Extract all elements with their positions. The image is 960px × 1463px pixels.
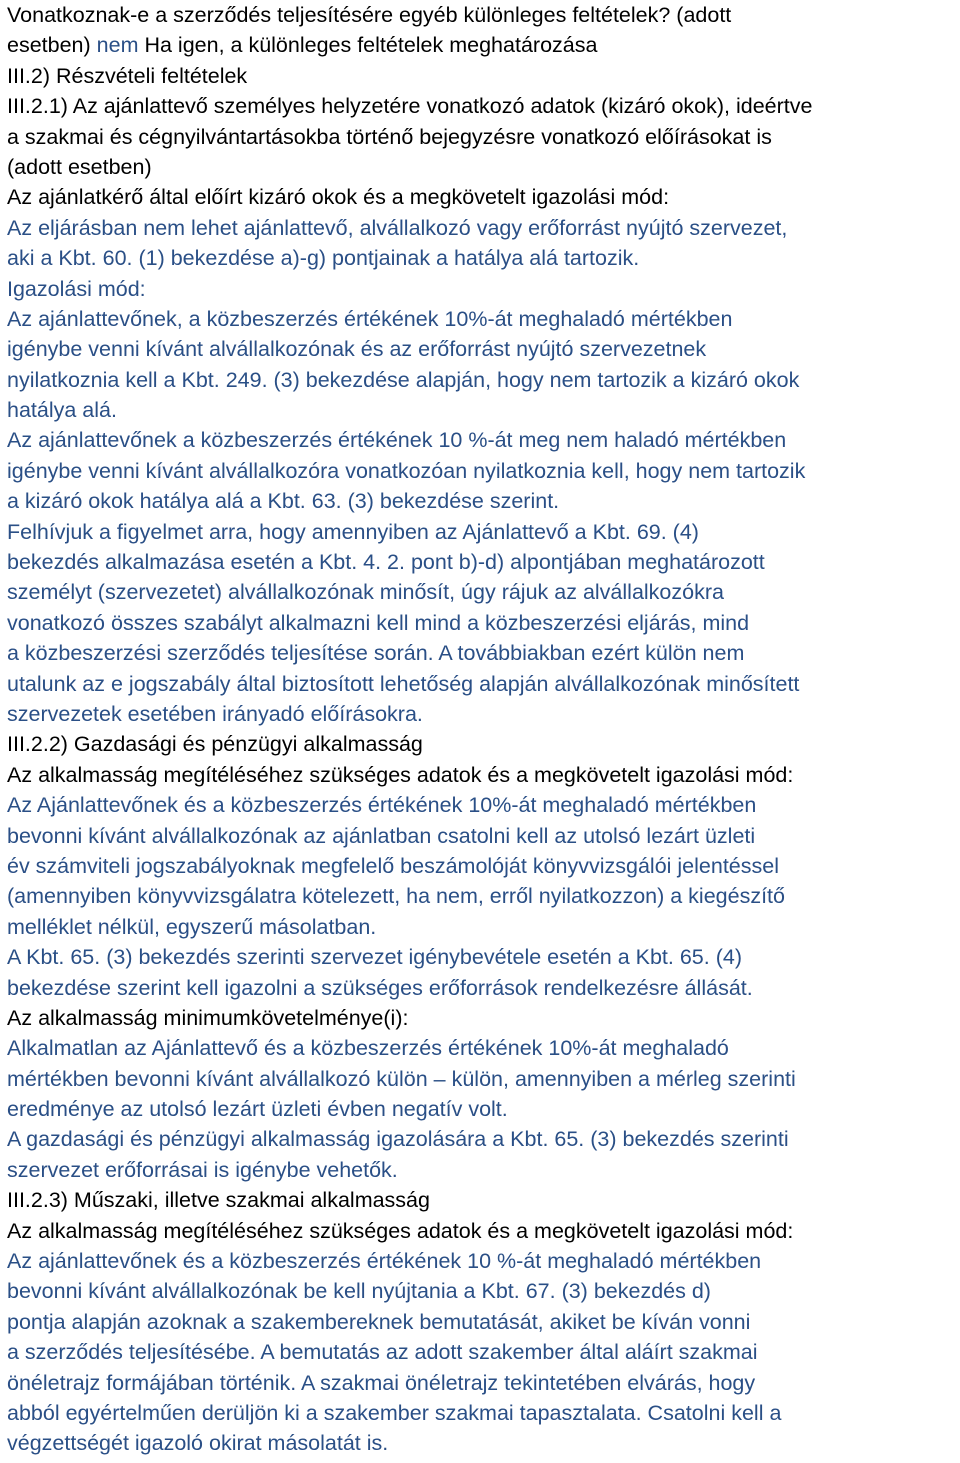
value-text: a szerződés teljesítésébe. A bemutatás az adott szakember által aláírt szakmai <box>7 1340 758 1365</box>
value-text: eredménye az utolsó lezárt üzleti évben negatív volt. <box>7 1097 508 1122</box>
value-text: aki a Kbt. 60. (1) bekezdése a)-g) pontjainak a hatálya alá tartozik. <box>7 246 640 271</box>
text-line <box>7 669 957 699</box>
text-line <box>7 1124 957 1154</box>
text-line <box>7 699 957 729</box>
label-text: Az ajánlatkérő által előírt kizáró okok és a megkövetelt igazolási mód: <box>7 185 670 210</box>
value-text: végzettségét igazoló okirat másolatát is. <box>7 1431 389 1456</box>
text-line <box>7 365 957 395</box>
label-text: a szakmai és cégnyilvántartásokba történő bejegyzésre vonatkozó előírásokat is <box>7 124 772 149</box>
value-text: bekezdés alkalmazása esetén a Kbt. 4. 2. pont b)-d) alpontjában meghatározott <box>7 550 765 575</box>
value-text: a közbeszerzési szerződés teljesítése során. A továbbiakban ezért külön nem <box>7 641 745 666</box>
text-line <box>7 608 957 638</box>
text-line <box>7 790 957 820</box>
document-text <box>7 0 957 1459</box>
value-text: melléklet nélkül, egyszerű másolatban. <box>7 914 377 939</box>
label-text: (adott esetben) <box>7 154 152 179</box>
value-text: vonatkozó összes szabályt alkalmazni kell mind a közbeszerzési eljárás, mind <box>7 610 750 635</box>
text-line <box>7 182 957 212</box>
value-text: önéletrajz formájában történik. A szakmai önéletrajz tekintetében elvárás, hogy <box>7 1370 756 1395</box>
text-line <box>7 304 957 334</box>
text-line <box>7 122 957 152</box>
text-line <box>7 1307 957 1337</box>
text-line <box>7 274 957 304</box>
text-line <box>7 547 957 577</box>
label-text: III.2) Részvételi feltételek <box>7 63 248 88</box>
value-text: bekezdése szerint kell igazolni a szükséges erőforrások rendelkezésre állását. <box>7 975 753 1000</box>
text-line <box>7 456 957 486</box>
text-line <box>7 91 957 121</box>
value-text: személyt (szervezetet) alvállalkozónak minősít, úgy rájuk az alvállalkozókra <box>7 580 724 605</box>
text-line <box>7 30 957 60</box>
value-text: nem <box>96 33 139 58</box>
value-text: pontja alapján azoknak a szakembereknek bemutatását, akiket be kíván vonni <box>7 1309 751 1334</box>
value-text: nyilatkoznia kell a Kbt. 249. (3) bekezdése alapján, hogy nem tartozik a kizáró okok <box>7 367 800 392</box>
value-text: szervezet erőforrásai is igénybe vehetők. <box>7 1157 398 1182</box>
value-text: Felhívjuk a figyelmet arra, hogy amennyiben az Ajánlattevő a Kbt. 69. (4) <box>7 519 699 544</box>
text-line <box>7 334 957 364</box>
text-line <box>7 1155 957 1185</box>
value-text: (amennyiben könyvvizsgálatra kötelezett, ha nem, erről nyilatkozzon) a kiegészítő <box>7 884 785 909</box>
value-text: A Kbt. 65. (3) bekezdés szerinti szervezet igénybevétele esetén a Kbt. 65. (4) <box>7 945 742 970</box>
text-line <box>7 243 957 273</box>
value-text: Az eljárásban nem lehet ajánlattevő, alvállalkozó vagy erőforrást nyújtó szervezet, <box>7 215 788 240</box>
value-text: Az ajánlattevőnek és a közbeszerzés értékének 10 %-át meghaladó mértékben <box>7 1249 762 1274</box>
text-line <box>7 1246 957 1276</box>
text-line <box>7 0 957 30</box>
text-line <box>7 1216 957 1246</box>
value-text: Igazolási mód: <box>7 276 146 301</box>
label-text: III.2.2) Gazdasági és pénzügyi alkalmasság <box>7 732 423 757</box>
value-text: mértékben bevonni kívánt alvállalkozó külön – külön, amennyiben a mérleg szerinti <box>7 1066 796 1091</box>
text-line <box>7 851 957 881</box>
value-text: igénybe venni kívánt alvállalkozónak és az erőforrást nyújtó szervezetnek <box>7 337 707 362</box>
value-text: bevonni kívánt alvállalkozónak az ajánlatban csatolni kell az utolsó lezárt üzleti <box>7 823 756 848</box>
text-line <box>7 152 957 182</box>
value-text: szervezetek esetében irányadó előírásokra. <box>7 701 423 726</box>
value-text: bevonni kívánt alvállalkozónak be kell nyújtania a Kbt. 67. (3) bekezdés d) <box>7 1279 711 1304</box>
text-line <box>7 1094 957 1124</box>
value-text: év számviteli jogszabályoknak megfelelő beszámolóját könyvvizsgálói jelentéssel <box>7 853 779 878</box>
value-text: Az Ajánlattevőnek és a közbeszerzés értékének 10%-át meghaladó mértékben <box>7 793 757 818</box>
value-text: utalunk az e jogszabály által biztosított lehetőség alapján alvállalkozónak minősített <box>7 671 800 696</box>
text-line <box>7 1276 957 1306</box>
text-line <box>7 973 957 1003</box>
text-line <box>7 1033 957 1063</box>
value-text: hatálya alá. <box>7 398 117 423</box>
text-line <box>7 61 957 91</box>
text-line <box>7 760 957 790</box>
text-line <box>7 942 957 972</box>
text-line <box>7 425 957 455</box>
value-text: Az ajánlattevőnek a közbeszerzés értékének 10 %-át meg nem haladó mértékben <box>7 428 787 453</box>
text-line <box>7 912 957 942</box>
text-line <box>7 1185 957 1215</box>
text-line <box>7 638 957 668</box>
label-text: Az alkalmasság minimumkövetelménye(i): <box>7 1005 409 1030</box>
text-line <box>7 1398 957 1428</box>
text-line <box>7 517 957 547</box>
label-text: Az alkalmasság megítéléséhez szükséges adatok és a megkövetelt igazolási mód: <box>7 762 794 787</box>
value-text: Alkalmatlan az Ajánlattevő és a közbeszerzés értékének 10%-át meghaladó <box>7 1036 729 1061</box>
text-line <box>7 881 957 911</box>
text-line <box>7 1337 957 1367</box>
value-text: Az ajánlattevőnek, a közbeszerzés értékének 10%-át meghaladó mértékben <box>7 306 733 331</box>
text-line <box>7 577 957 607</box>
text-line <box>7 395 957 425</box>
label-text: Ha igen, a különleges feltételek meghatározása <box>138 33 598 58</box>
text-line <box>7 486 957 516</box>
label-text: esetben) <box>7 33 97 58</box>
text-line <box>7 1368 957 1398</box>
text-line <box>7 213 957 243</box>
label-text: III.2.3) Műszaki, illetve szakmai alkalmasság <box>7 1188 430 1213</box>
label-text: Az alkalmasság megítéléséhez szükséges adatok és a megkövetelt igazolási mód: <box>7 1218 794 1243</box>
text-line <box>7 821 957 851</box>
text-line <box>7 1064 957 1094</box>
text-line <box>7 1428 957 1458</box>
label-text: III.2.1) Az ajánlattevő személyes helyzetére vonatkozó adatok (kizáró okok), ideértve <box>7 94 813 119</box>
value-text: igénybe venni kívánt alvállalkozóra vonatkozóan nyilatkoznia kell, hogy nem tartozik <box>7 458 806 483</box>
label-text: Vonatkoznak-e a szerződés teljesítésére egyéb különleges feltételek? (adott <box>7 3 732 27</box>
text-line <box>7 729 957 759</box>
value-text: A gazdasági és pénzügyi alkalmasság igazolására a Kbt. 65. (3) bekezdés szerinti <box>7 1127 789 1152</box>
value-text: a kizáró okok hatálya alá a Kbt. 63. (3) bekezdése szerint. <box>7 489 560 514</box>
value-text: abból egyértelműen derüljön ki a szakember szakmai tapasztalata. Csatolni kell a <box>7 1400 782 1425</box>
text-line <box>7 1003 957 1033</box>
